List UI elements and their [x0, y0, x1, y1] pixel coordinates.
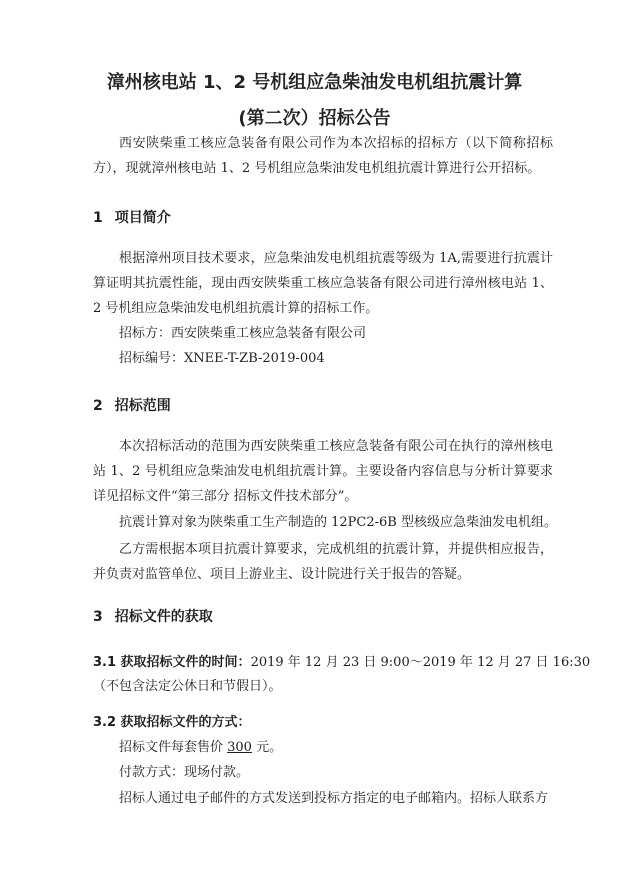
subsection-3-1-time: 2019 年 12 月 23 日 9:00～2019 年 12 月 27 日 16:30 — [250, 655, 591, 670]
section-2-number: 2 — [93, 398, 103, 414]
doc-title-line2: (第二次）招标公告 — [238, 108, 391, 129]
subsection-3-1-label: 3.1 获取招标文件的时间： — [93, 655, 251, 670]
doc-title-line1: 漳州核电站 1、2 号机组应急柴油发电机组抗震计算 — [106, 72, 523, 93]
section-3-heading — [93, 606, 213, 626]
price-prefix: 招标文件每套售价 — [119, 740, 228, 755]
section-2-title: 招标范围 — [114, 398, 171, 414]
tenderer-line: 招标方：西安陕柴重工核应急装备有限公司 — [119, 326, 367, 341]
intro-paragraph: 西安陕柴重工核应急装备有限公司作为本次招标的招标方（以下简称招标方），现就漳州核电站 1、2 号机组应急柴油发电机组抗震计算进行公开招标。 — [93, 136, 553, 176]
tender-code-line: 招标编号：XNEE-T-ZB-2019-004 — [119, 351, 325, 366]
subsection-3-2-label: 3.2 获取招标文件的方式： — [93, 715, 251, 730]
section-1-title: 项目简介 — [114, 210, 171, 226]
email-line: 招标人通过电子邮件的方式发送到投标方指定的电子邮箱内。招标人联系方 — [119, 791, 549, 806]
payment-line: 付款方式：现场付款。 — [119, 765, 250, 780]
section-2-heading — [93, 395, 171, 415]
section-1-paragraph: 根据漳州项目技术要求，应急柴油发电机组抗震等级为 1A,需要进行抗震计算证明其抗震性能，现由西安陕柴重工核应急装备有限公司进行漳州核电站 1、2 号机组应急柴油发电机组抗震计算的招标工作。 — [93, 251, 553, 316]
section-3-title: 招标文件的获取 — [114, 609, 213, 625]
section-1-number: 1 — [93, 210, 103, 226]
section-2-paragraph-3: 乙方需根据本项目抗震计算要求，完成机组的抗震计算，并提供相应报告，并负责对监管单位、项目上游业主、设计院进行关于报告的答疑。 — [93, 542, 553, 582]
subsection-3-2 — [93, 710, 251, 735]
section-1-heading — [93, 207, 171, 227]
price-value: 300 — [227, 740, 252, 755]
section-2-paragraph-1: 本次招标活动的范围为西安陕柴重工核应急装备有限公司在执行的漳州核电站 1、2 号机组应急柴油发电机组抗震计算。主要设备内容信息与分析计算要求详见招标文件“第三部分 招标文件技术部分”。 — [93, 439, 553, 504]
price-suffix: 元。 — [251, 740, 283, 755]
section-2-paragraph-2: 抗震计算对象为陕柴重工生产制造的 12PC2-6B 型核级应急柴油发电机组。 — [119, 515, 557, 530]
section-3-number: 3 — [93, 609, 103, 625]
subsection-3-1 — [93, 650, 590, 675]
subsection-3-1-note: （不包含法定公休日和节假日）。 — [93, 679, 282, 694]
price-line — [119, 735, 282, 760]
